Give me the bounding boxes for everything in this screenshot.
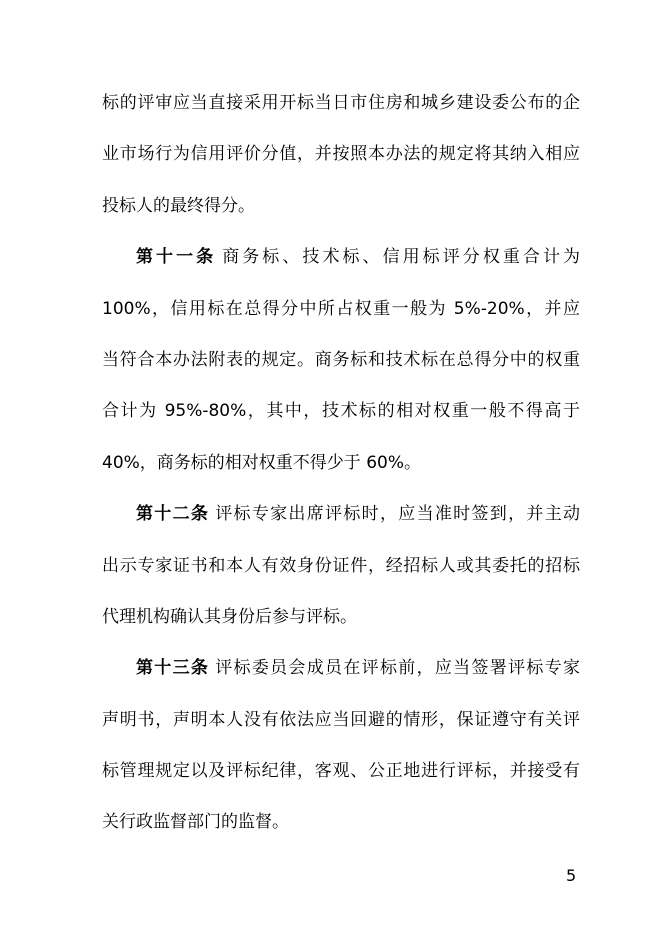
article-text: 评标专家出席评标时，应当准时签到，并主动 [215, 504, 581, 525]
continued-paragraph [102, 88, 580, 242]
text-line: 100%，信用标在总得分中所占权重一般为 5%-20%，并应 [102, 298, 580, 319]
text-line: 出示专家证书和本人有效身份证件，经招标人或其委托的招标 [102, 555, 580, 576]
article-first-line [102, 499, 580, 550]
text-line: 40%，商务标的相对权重不得少于 60%。 [102, 452, 421, 473]
article-number: 第十二条 [136, 504, 210, 525]
text-line: 业市场行为信用评价分值，并按照本办法的规定将其纳入相应 [102, 144, 580, 165]
article-11 [102, 242, 580, 499]
document-body [102, 88, 580, 859]
article-13 [102, 653, 580, 859]
text-line: 标的评审应当直接采用开标当日市住房和城乡建设委公布的企 [102, 93, 580, 113]
text-line: 声明书，声明本人没有依法应当回避的情形，保证遵守有关评 [102, 709, 580, 730]
text-line: 标管理规定以及评标纪律，客观、公正地进行评标，并接受有 [102, 761, 580, 782]
article-first-line [102, 242, 580, 293]
text-line: 关行政监督部门的监督。 [102, 812, 289, 833]
article-number: 第十三条 [136, 658, 210, 679]
article-12 [102, 499, 580, 653]
article-text: 商务标、技术标、信用标评分权重合计为 [222, 247, 581, 268]
article-first-line [102, 653, 580, 704]
text-line: 投标人的最终得分。 [102, 195, 255, 216]
article-text: 评标委员会成员在评标前，应当签署评标专家 [215, 658, 581, 679]
text-line: 合计为 95%-80%，其中，技术标的相对权重一般不得高于 [102, 401, 580, 422]
article-number: 第十一条 [136, 247, 217, 268]
page-number: 5 [566, 866, 577, 885]
text-line: 代理机构确认其身份后参与评标。 [102, 606, 357, 627]
text-line: 当符合本办法附表的规定。商务标和技术标在总得分中的权重 [102, 349, 580, 370]
